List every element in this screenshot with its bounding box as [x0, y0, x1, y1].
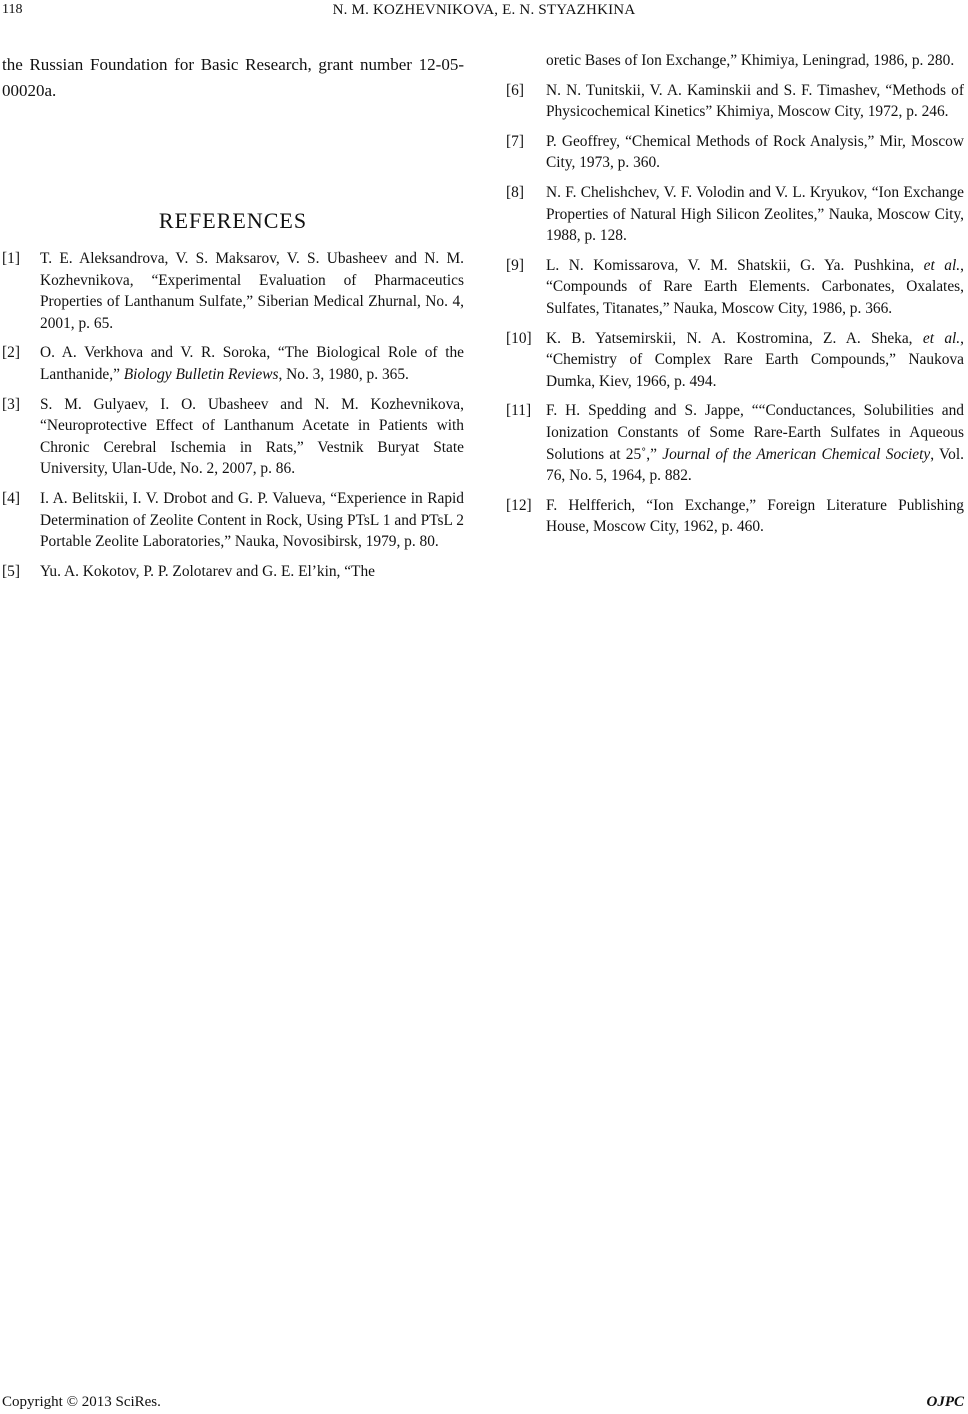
- reference-segment: , “Chemistry of Complex Rare Earth Compounds,” Naukova Dumka, Kiev, 1966, p. 494.: [546, 329, 964, 390]
- reference-segment: S. M. Gulyaev, I. O. Ubasheev and N. M. Kozhevnikova, “Neuroprotective Effect of Lanthanum Acetate in Patients with Chronic Cerebral Ischemia in Rats,” Vestnik Buryat State University, Ulan-Ude, No. 2, 2007, p. 86.: [40, 395, 464, 478]
- reference-segment: I. A. Belitskii, I. V. Drobot and G. P. Valueva, “Experience in Rapid Determination of Zeolite Content in Rock, Using PTsL 1 and PTsL 2 Portable Zeolite Laboratories,” Nauka, Novosibirsk, 1979, p. 80.: [40, 489, 464, 551]
- page-number: 118: [2, 2, 23, 17]
- references-list-left: [2, 248, 464, 582]
- reference-segment: F. Helfferich, “Ion Exchange,” Foreign Literature Publishing House, Moscow City, 1962, p. 460.: [546, 496, 964, 536]
- right-column: [506, 52, 964, 546]
- reference-item: [506, 495, 964, 538]
- reference-number: [3]: [2, 395, 20, 413]
- reference-number: [9]: [506, 256, 524, 274]
- reference-number: [12]: [506, 496, 532, 514]
- acknowledgment-text: the Russian Foundation for Basic Research, grant number 12-05-00020a.: [2, 55, 464, 100]
- reference-text: [40, 342, 464, 385]
- reference-item: [506, 328, 964, 393]
- reference-number: [5]: [2, 562, 20, 580]
- reference-segment: F. H. Spedding and S. Jappe, ““Conductances, Solubilities and Ionization Constants of Some Rare-Earth Sulfates in Aqueous Solutions at 25˚,”: [546, 402, 964, 463]
- reference-item: [506, 182, 964, 247]
- reference-segment: T. E. Aleksandrova, V. S. Maksarov, V. S. Ubasheev and N. M. Kozhevnikova, “Experimental Evaluation of Pharmaceutics Properties of Lanthanum Sulfate,” Siberian Medical Zhurnal, No. 4, 2001, p. 65.: [40, 250, 464, 332]
- reference-text: [546, 255, 964, 320]
- reference-item: [2, 488, 464, 553]
- reference-item: [2, 342, 464, 385]
- reference-item: [506, 255, 964, 320]
- reference-item: [2, 561, 464, 583]
- reference-segment: , Vol. 76, No. 5, 1964, p. 882.: [546, 445, 964, 485]
- references-heading: REFERENCES: [158, 208, 308, 233]
- reference-segment: N. N. Tunitskii, V. A. Kaminskii and S. F. Timashev, “Methods of Physicochemical Kinetics” Khimiya, Moscow City, 1972, p. 246.: [546, 81, 964, 121]
- reference-item: [2, 248, 464, 334]
- reference-segment: L. N. Komissarova, V. M. Shatskii, G. Ya. Pushkina,: [546, 256, 924, 274]
- reference-text: [546, 131, 964, 174]
- reference-item: [506, 80, 964, 123]
- copyright-notice: Copyright © 2013 SciRes.: [2, 1394, 161, 1410]
- reference-number: [7]: [506, 132, 524, 150]
- reference-segment: N. F. Chelishchev, V. F. Volodin and V. L. Kryukov, “Ion Exchange Properties of Natural High Silicon Zeolites,” Nauka, Moscow City, 1988, p. 128.: [546, 183, 964, 245]
- page-header: [0, 2, 968, 24]
- reference-italic-segment: et al.: [922, 329, 961, 347]
- page-footer: [0, 1394, 968, 1412]
- reference-text: [546, 182, 964, 247]
- reference-text: [40, 561, 464, 583]
- reference-segment: K. B. Yatsemirskii, N. A. Kostromina, Z. A. Sheka,: [546, 329, 923, 347]
- reference-segment: O. A. Verkhova and V. R. Soroka, “The Biological Role of the Lanthanide,”: [40, 344, 464, 383]
- running-head: N. M. KOZHEVNIKOVA, E. N. STYAZHKINA: [332, 2, 636, 18]
- reference-item: [2, 394, 464, 480]
- reference-text: [546, 328, 964, 393]
- reference-item: [506, 131, 964, 174]
- reference-segment: Yu. A. Kokotov, P. P. Zolotarev and G. E. El’kin, “The: [40, 562, 375, 580]
- journal-abbreviation: OJPC: [926, 1394, 964, 1410]
- reference-text: [40, 248, 464, 334]
- reference-number: [8]: [506, 183, 524, 201]
- reference-segment: P. Geoffrey, “Chemical Methods of Rock Analysis,” Mir, Moscow City, 1973, p. 360.: [546, 132, 964, 172]
- reference-number: [6]: [506, 81, 524, 99]
- reference-item: [506, 400, 964, 486]
- reference-text: [546, 400, 964, 486]
- reference-text: [546, 80, 964, 123]
- left-column: [2, 52, 464, 590]
- reference-number: [10]: [506, 329, 532, 347]
- reference-italic-segment: Biology Bulletin Reviews: [123, 365, 279, 383]
- references-list-right: [506, 80, 964, 538]
- reference-text: [546, 495, 964, 538]
- reference-segment: , No. 3, 1980, p. 365.: [278, 365, 409, 383]
- reference-segment: , “Compounds of Rare Earth Elements. Carbonates, Oxalates, Sulfates, Titanates,” Nauka, Moscow City, 1986, p. 366.: [546, 256, 964, 317]
- reference-number: [4]: [2, 489, 20, 507]
- reference-italic-segment: Journal of the American Chemical Society: [662, 445, 931, 463]
- reference-text: [40, 488, 464, 553]
- reference-number: [1]: [2, 250, 20, 267]
- reference-number: [11]: [506, 402, 532, 420]
- reference-text: [40, 394, 464, 480]
- reference-continuation: oretic Bases of Ion Exchange,” Khimiya, Leningrad, 1986, p. 280.: [546, 52, 955, 69]
- reference-number: [2]: [2, 344, 20, 362]
- reference-italic-segment: et al.: [923, 256, 961, 274]
